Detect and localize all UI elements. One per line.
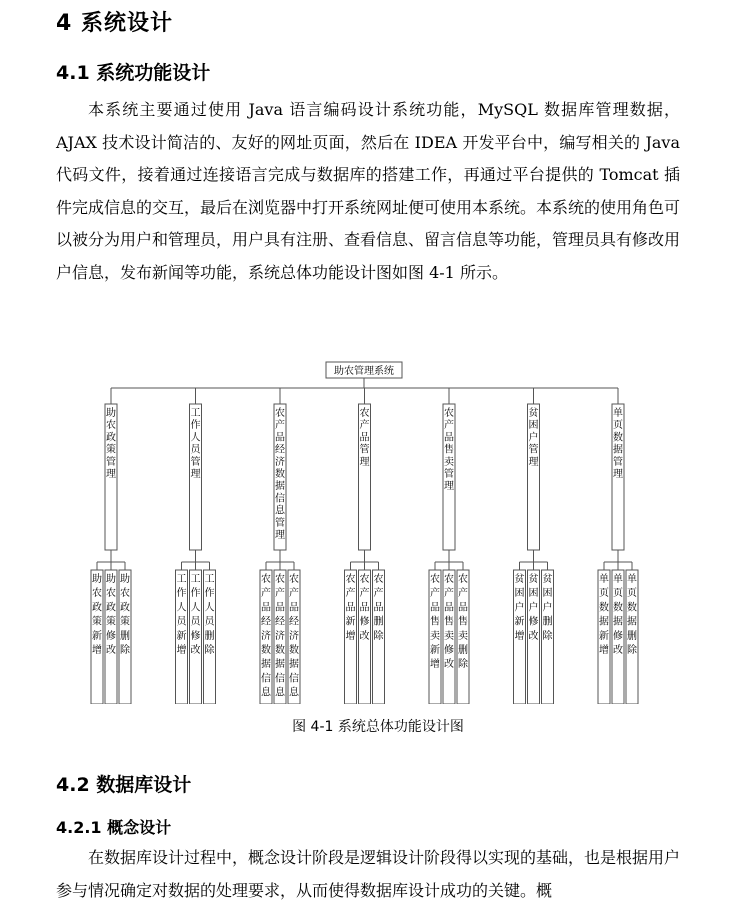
child-node-label: 单页数据新增 xyxy=(599,574,609,656)
root-node-label: 助农管理系统 xyxy=(334,366,394,377)
section-heading-4-2: 4.2 数据库设计 xyxy=(56,774,192,796)
child-node-label: 农产品经济数据信息 xyxy=(261,574,271,699)
child-node-label: 助农政策删除 xyxy=(120,574,130,656)
child-node-label: 农产品删除 xyxy=(373,574,384,642)
child-node-label: 工作人员新增 xyxy=(176,574,187,656)
section-heading-4-2-1: 4.2.1 概念设计 xyxy=(56,818,172,837)
child-node-label: 农产品经济数据信息 xyxy=(289,574,299,699)
module-node-label: 农产品经济数据信息管理 xyxy=(275,408,285,541)
section-heading-4-1: 4.1 系统功能设计 xyxy=(56,62,211,84)
concept-design-paragraph-text: 在数据库设计过程中，概念设计阶段是逻辑设计阶段得以实现的基础，也是根据用户参与情况确定对数据的处理要求，从而使得数据库设计成功的关键。概 xyxy=(56,848,681,900)
child-node-label: 贫困户删除 xyxy=(542,574,553,642)
child-node-label: 农产品修改 xyxy=(359,574,370,642)
child-node-label: 农产品售卖删除 xyxy=(458,574,468,671)
child-node-label: 贫困户修改 xyxy=(528,574,539,642)
concept-design-paragraph xyxy=(56,842,680,907)
child-node-label: 工作人员修改 xyxy=(190,574,201,656)
child-node-label: 工作人员删除 xyxy=(204,574,215,656)
child-node-label: 助农政策新增 xyxy=(92,574,102,656)
child-node-label: 农产品新增 xyxy=(345,574,356,642)
function-structure-diagram xyxy=(0,356,756,704)
module-node-label: 工作人员管理 xyxy=(190,408,201,480)
chapter-heading: 4 系统设计 xyxy=(56,11,173,36)
child-node-label: 农产品售卖修改 xyxy=(444,574,454,671)
module-node-label: 助农政策管理 xyxy=(106,408,116,480)
child-node-label: 单页数据删除 xyxy=(627,574,637,656)
child-node-label: 农产品经济数据信息 xyxy=(275,574,285,699)
module-node-label: 农产品售卖管理 xyxy=(444,408,454,493)
child-node-label: 单页数据修改 xyxy=(613,574,623,656)
child-node-label: 农产品售卖新增 xyxy=(430,574,440,671)
module-node-label: 农产品管理 xyxy=(359,408,370,468)
intro-paragraph xyxy=(56,94,680,290)
child-node-label: 助农政策修改 xyxy=(106,574,116,656)
child-node-label: 贫困户新增 xyxy=(514,574,525,642)
intro-paragraph-text: 本系统主要通过使用 Java 语言编码设计系统功能，MySQL 数据库管理数据，AJAX 技术设计简洁的、友好的网址页面，然后在 IDEA 开发平台中，编写相关的 Java 代码文件，接着通过连接语言完成与数据库的搭建工作，再通过平台提供的 Tomcat 插件完成信息的交互，最后在浏览器中打开系统网址便可使用本系统。本系统的使用角色可以被分为用户和管理员，用户具有注册、查看信息、留言信息等功能，管理员具有修改用户信息，发布新闻等功能，系统总体功能设计图如图 4-1 所示。 xyxy=(56,100,681,282)
figure-caption: 图 4-1 系统总体功能设计图 xyxy=(292,719,464,735)
module-node-label: 单页数据管理 xyxy=(613,408,623,480)
module-node-label: 贫困户管理 xyxy=(528,408,539,468)
